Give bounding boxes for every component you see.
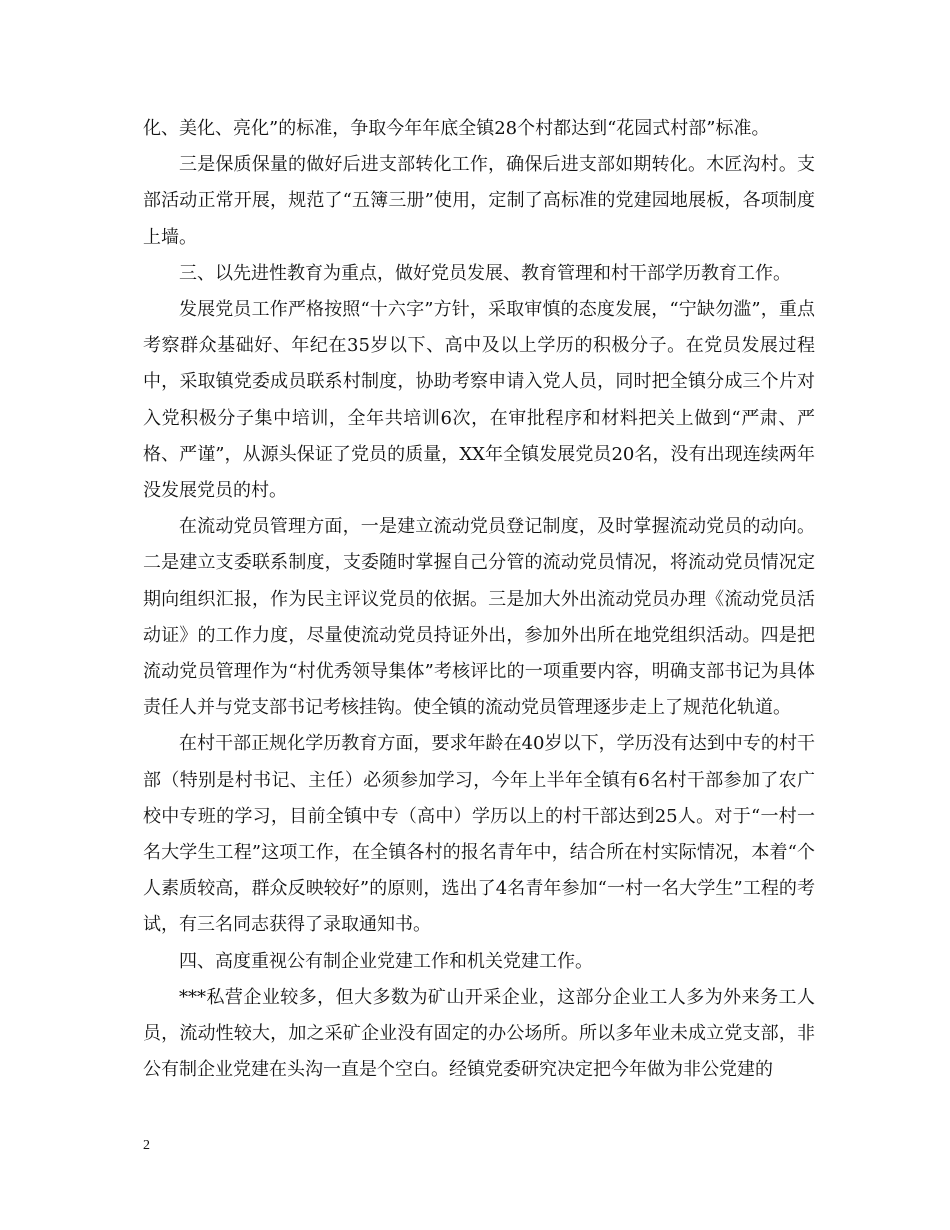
paragraph-private-enterprise: ***私营企业较多，但大多数为矿山开采企业，这部分企业工人多为外来务工人员，流动性较大，加之采矿企业没有固定的办公场所。所以多年业未成立党支部，非公有制企业党建在头沟一直是个空白。经镇党委研究决定把今年做为非公党建的: [143, 986, 815, 1081]
paragraph-backward-branch-transformation: 三是保质保量的做好后进支部转化工作，确保后进支部如期转化。木匠沟村。支部活动正常开展，规范了“五簿三册”使用，定制了高标准的党建园地展板，各项制度上墙。: [143, 154, 815, 248]
section-heading-four: 四、高度重视公有制企业党建工作和机关党建工作。: [179, 950, 593, 972]
paragraph-continuation: 化、美化、亮化”的标准，争取今年年底全镇28个村都达到“花园式村部”标准。: [143, 118, 770, 139]
paragraph-floating-member-management: 在流动党员管理方面，一是建立流动党员登记制度，及时掌握流动党员的动向。二是建立支委联系制度，支委随时掌握自己分管的流动党员情况，将流动党员情况定期向组织汇报，作为民主评议党员的依据。三是加大外出流动党员办理《流动党员活动证》的工作力度，尽量使流动党员持证外出，参加外出所在地党组织活动。四是把流动党员管理作为“村优秀领导集体”考核评比的一项重要内容，明确支部书记为具体责任人并与党支部书记考核挂钩。使全镇的流动党员管理逐步走上了规范化轨道。: [143, 516, 815, 719]
section-heading-three: 三、以先进性教育为重点，做好党员发展、教育管理和村干部学历教育工作。: [179, 262, 791, 284]
document-body: [143, 111, 815, 1088]
paragraph-cadre-education: 在村干部正规化学历教育方面，要求年龄在40岁以下，学历没有达到中专的村干部（特别是村书记、主任）必须参加学习，今年上半年全镇有6名村干部参加了农广校中专班的学习，目前全镇中专（高中）学历以上的村干部达到25人。对于“一村一名大学生工程”这项工作，在全镇各村的报名青年中，结合所在村实际情况，本着“个人素质较高，群众反映较好”的原则，选出了4名青年参加“一村一名大学生”工程的考试，有三名同志获得了录取通知书。: [143, 733, 815, 936]
page-number: 2: [143, 1138, 150, 1153]
paragraph-party-member-development: 发展党员工作严格按照“十六字”方针，采取审慎的态度发展，“宁缺勿滥”，重点考察群众基础好、年纪在35岁以下、高中及以上学历的积极分子。在党员发展过程中，采取镇党委成员联系村制度，协助考察申请入党人员，同时把全镇分成三个片对入党积极分子集中培训，全年共培训6次，在审批程序和材料把关上做到“严肃、严格、严谨”，从源头保证了党员的质量，XX年全镇发展党员20名，没有出现连续两年没发展党员的村。: [143, 299, 815, 502]
